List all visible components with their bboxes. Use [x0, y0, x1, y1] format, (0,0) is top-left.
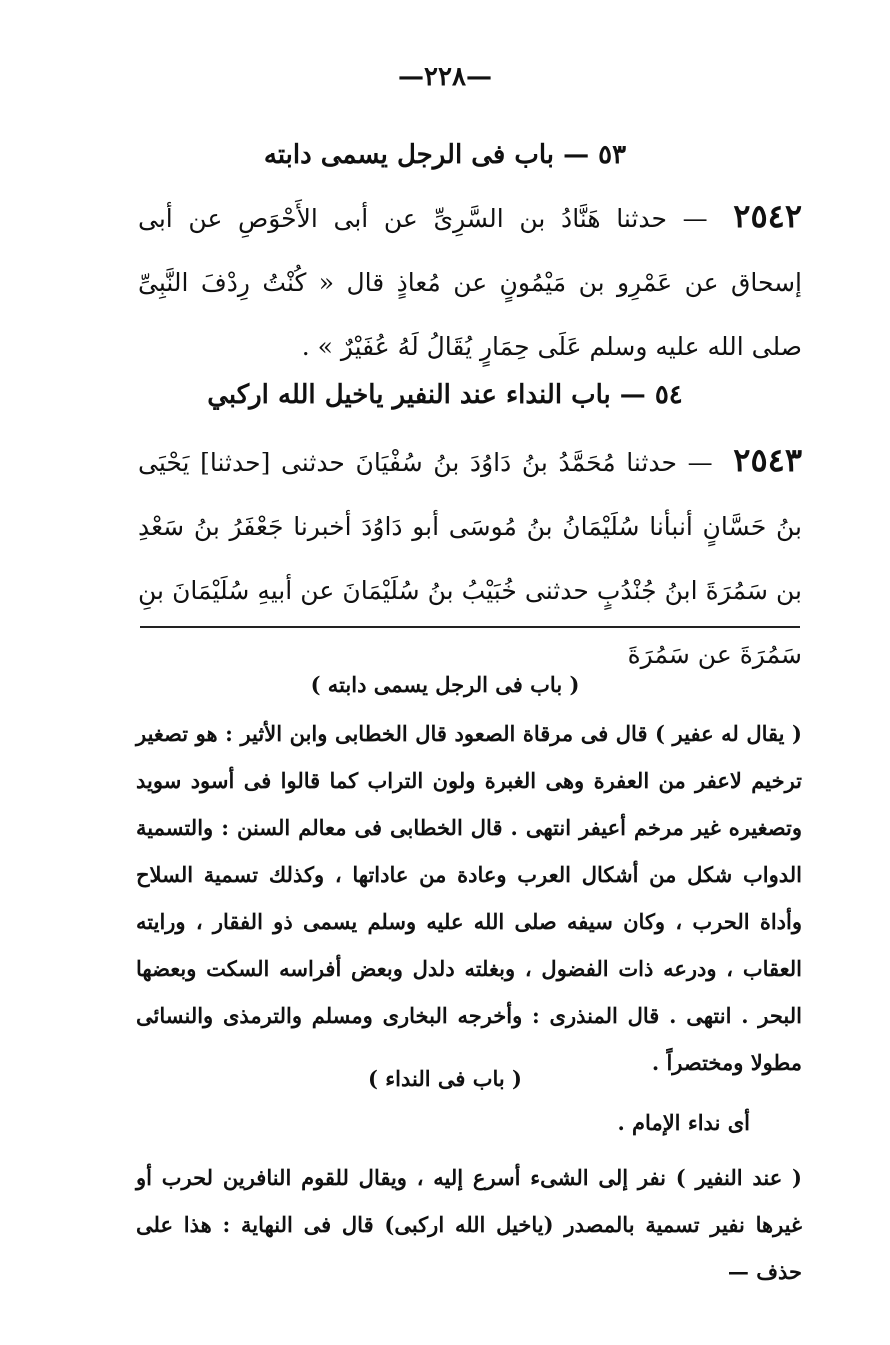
chapter-heading-53: ٥٣ — باب فى الرجل يسمى دابته [263, 140, 627, 170]
commentary-subheading: ( باب فى النداء ) [368, 1066, 522, 1091]
commentary-subheading: ( باب فى الرجل يسمى دابته ) [310, 672, 580, 697]
hadith-text: — حدثنا مُحَمَّدُ بنُ دَاوُدَ بنُ سُفْيَانَ حدثنى [حدثنا] يَحْيَى بنُ حَسَّانٍ أنبأنا سُلَيْمَانُ بنُ مُوسَى أبو دَاوُدَ أخبرنا جَعْفَرُ بنُ سَعْدِ بن سَمُرَةَ ابنُ جُنْدُبٍ حدثنى خُبَيْبُ بنُ سُلَيْمَانَ عن أبيهِ سُلَيْمَانَ بنِ سَمُرَةَ عن سَمُرَةَ [138, 448, 802, 669]
hadith-2542 [138, 184, 802, 379]
commentary-paragraph: ( عند النفير ) نفر إلى الشىء أسرع إليه ، ويقال للقوم النافرين لحرب أو غيرها نفير تسمية بالمصدر (ياخيل الله اركبى) قال فى النهاية : هذا على حذف — [136, 1165, 802, 1284]
hadith-2543 [138, 428, 802, 687]
page-number: —٢٢٨— [398, 62, 492, 92]
commentary-paragraph: ( يقال له عفير ) قال فى مرقاة الصعود قال الخطابى وابن الأثير : هو تصغير ترخيم لاعفر من العفرة وهى الغبرة ولون التراب كما قالوا فى أسود سويد وتصغيره غير مرخم أعيفر انتهى . قال الخطابى فى معالم السنن : والتسمية الدواب شكل من أشكال العرب وعادة من عاداتها ، وكذلك تسمية السلاح وأداة الحرب ، وكان سيفه صلى الله عليه وسلم يسمى ذو الفقار ، ورايته العقاب ، ودرعه ذات الفضول ، وبغلته دلدل وبعض أفراسه السكت وبعضها البحر . انتهى . قال المنذرى : وأخرجه البخارى ومسلم والترمذى والنسائى مطولا ومختصراً . [136, 721, 802, 1075]
chapter-heading-54: ٥٤ — باب النداء عند النفير ياخيل الله اركبي [207, 380, 683, 410]
footnote-divider [140, 626, 800, 628]
hadith-number: ٢٥٤٣ [733, 441, 802, 479]
hadith-number: ٢٥٤٢ [733, 197, 802, 235]
commentary-line: أى نداء الإمام . [617, 1110, 750, 1135]
hadith-text: — حدثنا هَنَّادُ بن السَّرِىِّ عن أبى الأَحْوَصِ عن أبى إسحاق عن عَمْرِو بن مَيْمُونٍ عن مُعاذٍ قال « كُنْتُ رِدْفَ النَّبِىِّ صلى الله عليه وسلم عَلَى حِمَارٍ يُقَالُ لَهُ عُفَيْرٌ » . [138, 204, 802, 361]
